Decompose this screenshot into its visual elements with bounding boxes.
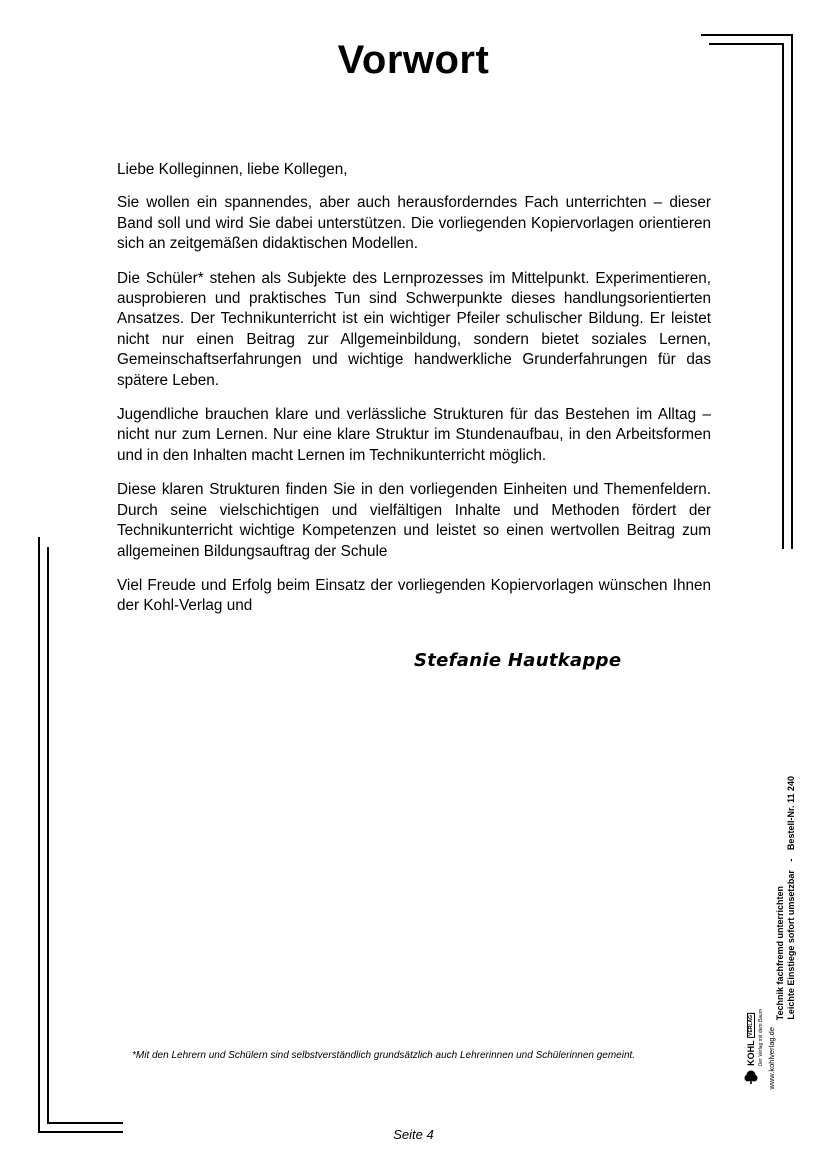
publisher-slogan: Der Verlag mit dem Baum bbox=[758, 1008, 764, 1066]
paragraph-1: Sie wollen ein spannendes, aber auch herausforderndes Fach unterrichten – dieser Band soll und wird Sie dabei unterstützen. Die vorliegenden Kopiervorlagen orientieren sich an zeitgemäßen didaktischen Modellen. bbox=[117, 194, 711, 253]
publisher-name-text: KOHL bbox=[746, 1040, 756, 1066]
page-title: Vorwort bbox=[337, 38, 490, 82]
publisher-tag: VERLAG bbox=[748, 1015, 754, 1036]
paragraph-3: Jugendliche brauchen klare und verlässliche Strukturen für das Bestehen im Alltag – nicht nur zum Lernen. Nur eine klare Struktur im Stundenaufbau, in den Arbeitsformen und in den Inhalten macht Lernen im Technikunterricht möglich. bbox=[117, 406, 711, 464]
book-subtitle-order bbox=[786, 776, 796, 1020]
frame-top-right-outer-vertical bbox=[791, 34, 793, 549]
paragraph-2: Die Schüler* stehen als Subjekte des Lernprozesses im Mittelpunkt. Experimentieren, ausprobieren und praktisches Tun sind Schwerpunkte dieses handlungsorientierten Ansatzes. Der Technikunterricht ist ein wichtiger Pfeiler schulischer Bildung. Er leistet nicht nur einen Beitrag zur Allgemeinbildung, sondern bietet soziales Lernen, Gemeinschaftserfahrungen und wichtige handwerkliche Grunderfahrungen für das spätere Leben. bbox=[117, 269, 711, 389]
tree-logo-icon bbox=[744, 1070, 758, 1084]
paragraph-4: Diese klaren Strukturen finden Sie in den vorliegenden Einheiten und Themenfeldern. Durch seine vielschichtigen und vielfältigen Inhalte und Methoden fördert der Technikunterricht wichtige Kompetenzen und leistet so einen wertvollen Beitrag zum allgemeinen Bildungsauftrag der Schule bbox=[117, 481, 711, 560]
separator: - bbox=[786, 858, 796, 862]
frame-bottom-left-inner-horizontal bbox=[47, 1122, 123, 1124]
publisher-website: www.kohlverlag.de bbox=[767, 1027, 776, 1090]
book-title: Technik fachfremd unterrichten bbox=[775, 885, 785, 1020]
footnote: *Mit den Lehrern und Schülern sind selbstverständlich grundsätzlich auch Lehrerinnen und Schülerinnen gemeint. bbox=[132, 1050, 636, 1061]
frame-top-right-outer-horizontal bbox=[701, 34, 793, 36]
greeting: Liebe Kolleginnen, liebe Kollegen, bbox=[117, 161, 348, 178]
publisher-name bbox=[746, 1013, 756, 1066]
page-number: Seite 4 bbox=[393, 1127, 434, 1142]
order-number: Bestell-Nr. 11 240 bbox=[786, 776, 796, 851]
book-subtitle: Leichte Einstiege sofort umsetzbar bbox=[786, 870, 796, 1020]
frame-top-right-inner-vertical bbox=[782, 43, 784, 549]
frame-bottom-left-inner-vertical bbox=[47, 547, 49, 1123]
paragraph-5: Viel Freude und Erfolg beim Einsatz der vorliegenden Kopiervorlagen wünschen Ihnen der Kohl-Verlag und bbox=[117, 576, 711, 615]
frame-bottom-left-outer-vertical bbox=[38, 537, 40, 1133]
body-text bbox=[117, 160, 711, 631]
signature: Stefanie Hautkappe bbox=[414, 650, 622, 671]
publisher-side-info bbox=[742, 745, 802, 1090]
